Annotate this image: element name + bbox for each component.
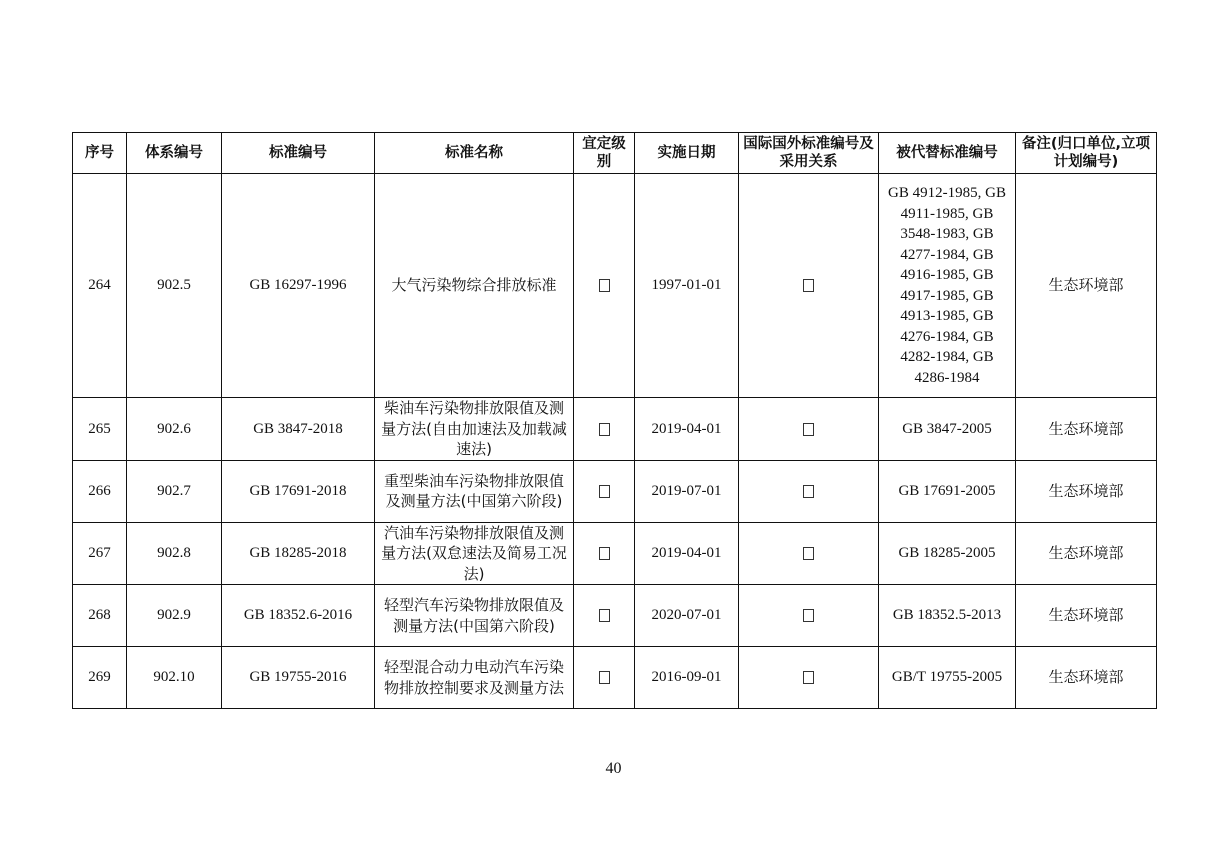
cell-std-no: GB 17691-2018	[222, 460, 375, 522]
cell-level	[574, 398, 635, 461]
cell-replaced: GB 17691-2005	[879, 460, 1016, 522]
header-remark: 备注(归口单位,立项计划编号)	[1016, 133, 1157, 174]
cell-impl-date: 1997-01-01	[635, 174, 739, 398]
checkbox-glyph-icon	[803, 609, 814, 622]
checkbox-glyph-icon	[803, 547, 814, 560]
checkbox-glyph-icon	[803, 671, 814, 684]
cell-level	[574, 647, 635, 709]
cell-std-no: GB 18352.6-2016	[222, 585, 375, 647]
cell-intl	[739, 398, 879, 461]
cell-level	[574, 522, 635, 585]
header-impl-date: 实施日期	[635, 133, 739, 174]
table-header-row	[73, 133, 1157, 174]
cell-system-no: 902.9	[127, 585, 222, 647]
header-replaced: 被代替标准编号	[879, 133, 1016, 174]
table-row	[73, 647, 1157, 709]
cell-intl	[739, 522, 879, 585]
cell-std-no: GB 16297-1996	[222, 174, 375, 398]
standards-table	[72, 132, 1157, 709]
cell-replaced: GB 18352.5-2013	[879, 585, 1016, 647]
header-std-no: 标准编号	[222, 133, 375, 174]
header-system-no: 体系编号	[127, 133, 222, 174]
cell-std-name: 大气污染物综合排放标准	[375, 174, 574, 398]
table-row	[73, 460, 1157, 522]
cell-intl	[739, 460, 879, 522]
cell-replaced: GB 3847-2005	[879, 398, 1016, 461]
cell-remark: 生态环境部	[1016, 585, 1157, 647]
cell-impl-date: 2019-04-01	[635, 398, 739, 461]
cell-level	[574, 174, 635, 398]
page-number: 40	[605, 760, 622, 777]
cell-std-no: GB 18285-2018	[222, 522, 375, 585]
table-row	[73, 522, 1157, 585]
cell-intl	[739, 585, 879, 647]
cell-system-no: 902.7	[127, 460, 222, 522]
cell-remark: 生态环境部	[1016, 522, 1157, 585]
cell-intl	[739, 647, 879, 709]
checkbox-glyph-icon	[803, 279, 814, 292]
cell-std-no: GB 19755-2016	[222, 647, 375, 709]
checkbox-glyph-icon	[803, 485, 814, 498]
cell-remark: 生态环境部	[1016, 174, 1157, 398]
cell-seq: 264	[73, 174, 127, 398]
cell-level	[574, 460, 635, 522]
cell-system-no: 902.5	[127, 174, 222, 398]
checkbox-glyph-icon	[599, 485, 610, 498]
cell-seq: 266	[73, 460, 127, 522]
cell-remark: 生态环境部	[1016, 647, 1157, 709]
checkbox-glyph-icon	[599, 423, 610, 436]
cell-replaced: GB 4912-1985, GB 4911-1985, GB 3548-1983, GB 4277-1984, GB 4916-1985, GB 4917-1985, GB 4913-1985, GB 4276-1984, GB 4282-1984, GB 4286-1984	[879, 174, 1016, 398]
table-row	[73, 398, 1157, 461]
cell-std-name: 重型柴油车污染物排放限值及测量方法(中国第六阶段)	[375, 460, 574, 522]
cell-std-name: 汽油车污染物排放限值及测量方法(双怠速法及简易工况法)	[375, 522, 574, 585]
cell-remark: 生态环境部	[1016, 460, 1157, 522]
cell-level	[574, 585, 635, 647]
header-std-name: 标准名称	[375, 133, 574, 174]
cell-std-name: 轻型混合动力电动汽车污染物排放控制要求及测量方法	[375, 647, 574, 709]
cell-remark: 生态环境部	[1016, 398, 1157, 461]
cell-seq: 268	[73, 585, 127, 647]
header-seq: 序号	[73, 133, 127, 174]
cell-seq: 269	[73, 647, 127, 709]
table-row	[73, 174, 1157, 398]
cell-std-name: 轻型汽车污染物排放限值及测量方法(中国第六阶段)	[375, 585, 574, 647]
cell-impl-date: 2016-09-01	[635, 647, 739, 709]
cell-system-no: 902.6	[127, 398, 222, 461]
checkbox-glyph-icon	[599, 547, 610, 560]
cell-intl	[739, 174, 879, 398]
header-level: 宜定级别	[574, 133, 635, 174]
cell-impl-date: 2019-04-01	[635, 522, 739, 585]
cell-system-no: 902.10	[127, 647, 222, 709]
cell-seq: 267	[73, 522, 127, 585]
cell-impl-date: 2019-07-01	[635, 460, 739, 522]
checkbox-glyph-icon	[599, 671, 610, 684]
cell-seq: 265	[73, 398, 127, 461]
cell-replaced: GB 18285-2005	[879, 522, 1016, 585]
cell-impl-date: 2020-07-01	[635, 585, 739, 647]
checkbox-glyph-icon	[599, 279, 610, 292]
checkbox-glyph-icon	[803, 423, 814, 436]
cell-std-name: 柴油车污染物排放限值及测量方法(自由加速法及加载减速法)	[375, 398, 574, 461]
cell-system-no: 902.8	[127, 522, 222, 585]
table-row	[73, 585, 1157, 647]
checkbox-glyph-icon	[599, 609, 610, 622]
cell-std-no: GB 3847-2018	[222, 398, 375, 461]
header-intl: 国际国外标准编号及采用关系	[739, 133, 879, 174]
cell-replaced: GB/T 19755-2005	[879, 647, 1016, 709]
